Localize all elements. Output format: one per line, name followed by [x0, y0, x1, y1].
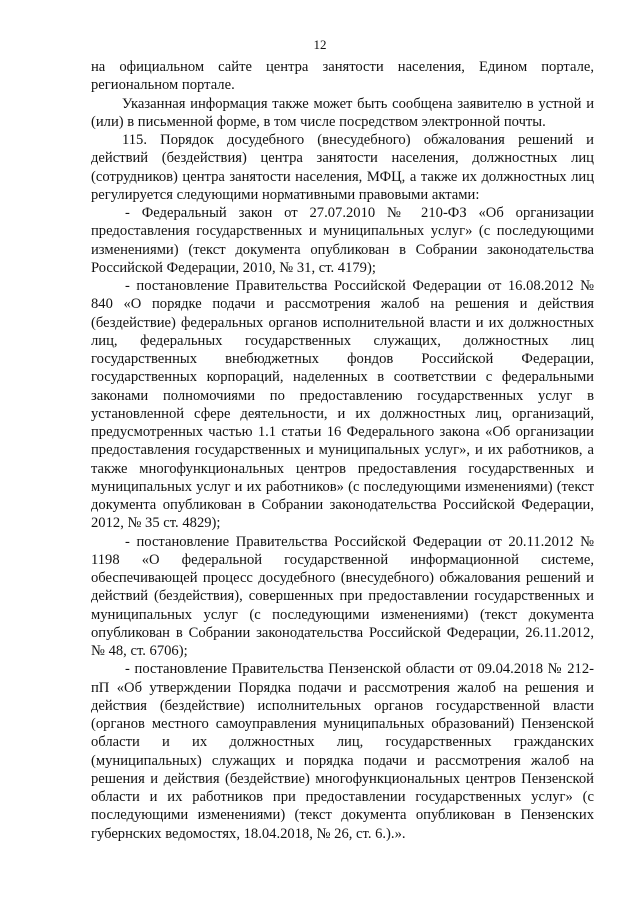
paragraph-continuation: на официальном сайте центра занятости населения, Едином портале, региональном портале. [91, 59, 594, 94]
document-body [91, 58, 594, 843]
list-item-resolution-1198: - постановление Правительства Российской Федерации от 20.11.2012 № 1198 «О федеральной государственной информационной системе, обеспечивающей процесс досудебного (внесудебного) обжалования решений и действий (бездействия), совершенных при предоставлении государственных и муниципальных услуг (с последующими изменениями) (текст документа опубликован в Собрании законодательства Российской Федерации, 26.11.2012, № 48, ст. 6706); [91, 533, 594, 659]
list-item-resolution-212-pp: - постановление Правительства Пензенской области от 09.04.2018 № 212-пП «Об утверждении Порядка подачи и рассмотрения жалоб на решения и действия (бездействие) исполнительных органов государственной власти (органов местного самоуправления муниципальных образований) Пензенской области и их должностных лиц, государственных гражданских (муниципальных) служащих и порядка подачи и рассмотрения жалоб на решения и действия (бездействие) многофункциональных центров Пензенской области и их работников при предоставлении государственных услуг» (с последующими изменениями) (текст документа опубликован в Пензенских губернских ведомостях, 18.04.2018, № 26, ст. 6.).». [91, 661, 594, 842]
list-item-resolution-840: - постановление Правительства Российской Федерации от 16.08.2012 № 840 «О порядке подачи и рассмотрения жалоб на решения и действия (бездействие) федеральных органов исполнительной власти и их должностных лиц, федеральных государственных служащих, должностных лиц государственных внебюджетных фондов Российской Федерации, государственных корпораций, наделенных в соответствии с федеральными законами полномочиями по предоставлению государственных услуг в установленной сфере деятельности, и их должностных лиц, организаций, предусмотренных частью 1.1 статьи 16 Федерального закона «Об организации предоставления государственных и муниципальных услуг», и их работников, а также многофункциональных центров предоставления государственных и муниципальных услуг и их работников» (с последующими изменениями) (текст документа опубликован в Собрании законодательства Российской Федерации, 2012, № 35 ст. 4829); [91, 278, 594, 532]
page-number: 12 [313, 37, 327, 52]
list-item-federal-law-210: - Федеральный закон от 27.07.2010 № 210-ФЗ «Об организации предоставления государственных и муниципальных услуг» (с последующими изменениями) (текст документа опубликован в Собрании законодательства Российской Федерации, 2010, № 31, ст. 4179); [91, 205, 594, 276]
paragraph-info-notice: Указанная информация также может быть сообщена заявителю в устной и (или) в письменной форме, в том числе посредством электронной почты. [91, 95, 594, 130]
paragraph-115: 115. Порядок досудебного (внесудебного) обжалования решений и действий (бездействия) центра занятости населения, должностных лиц (сотрудников) центра занятости населения, МФЦ, а также их должностных лиц регулируется следующими нормативными правовыми актами: [91, 132, 594, 203]
